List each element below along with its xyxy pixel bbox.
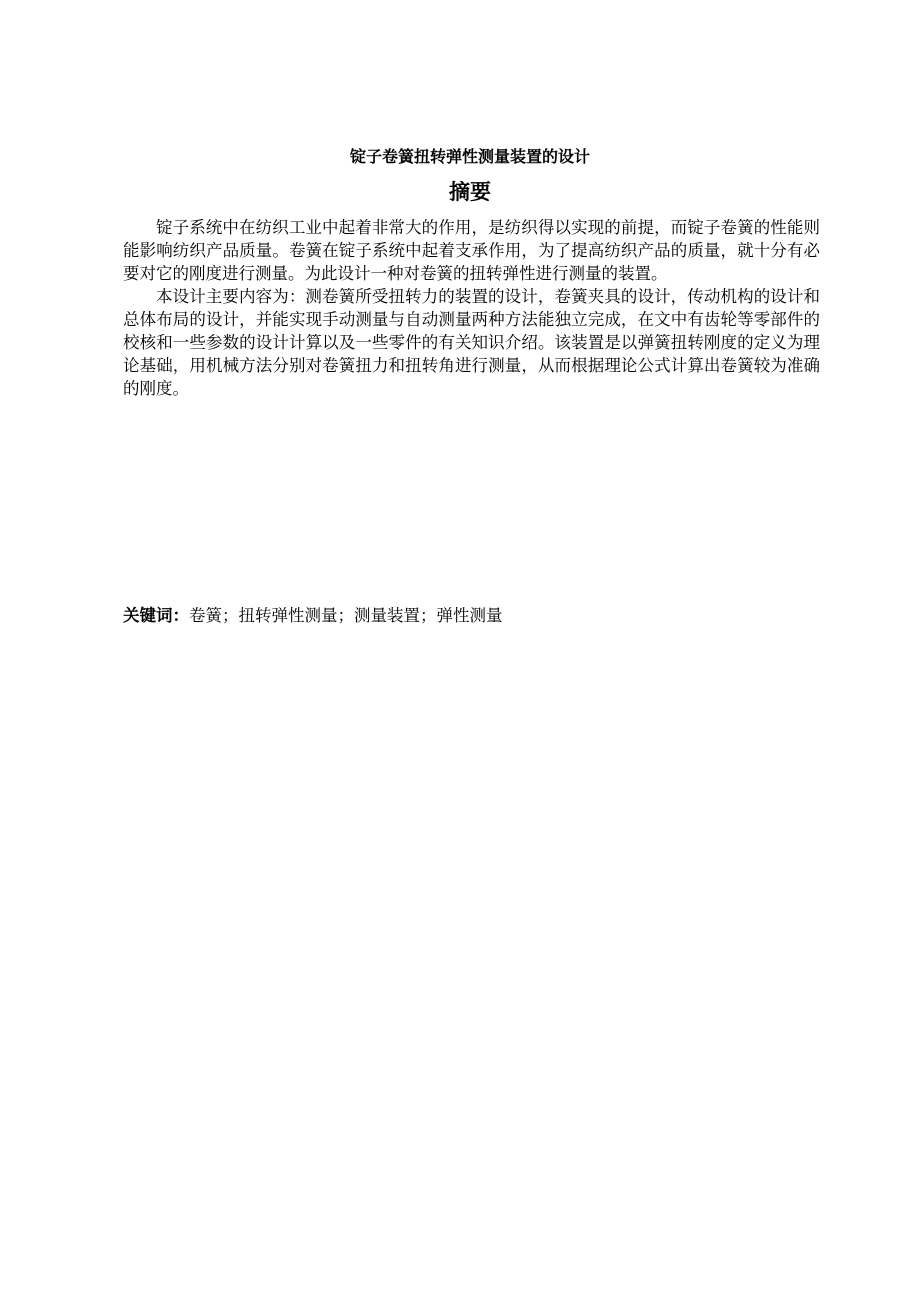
abstract-paragraph-1: 锭子系统中在纺织工业中起着非常大的作用，是纺织得以实现的前提，而锭子卷簧的性能则能影响纺织产品质量。卷簧在锭子系统中起着支承作用，为了提高纺织产品的质量，就十分有必要对它的刚度进行测量。为此设计一种对卷簧的扭转弹性进行测量的装置。 xyxy=(123,218,820,283)
keywords-label: 关键词： xyxy=(123,606,189,625)
abstract-body xyxy=(123,216,820,400)
document-title: 锭子卷簧扭转弹性测量装置的设计 xyxy=(349,147,590,166)
keywords-text: 卷簧；扭转弹性测量；测量装置；弹性测量 xyxy=(189,606,503,625)
abstract-paragraph-2: 本设计主要内容为：测卷簧所受扭转力的装置的设计，卷簧夹具的设计，传动机构的设计和总体布局的设计，并能实现手动测量与自动测量两种方法能独立完成，在文中有齿轮等零部件的校核和一些参数的设计计算以及一些零件的有关知识介绍。该装置是以弹簧扭转刚度的定义为理论基础，用机械方法分别对卷簧扭力和扭转角进行测量，从而根据理论公式计算出卷簧较为准确的刚度。 xyxy=(123,287,820,398)
keywords-line xyxy=(123,604,820,627)
abstract-heading: 摘要 xyxy=(449,180,491,204)
